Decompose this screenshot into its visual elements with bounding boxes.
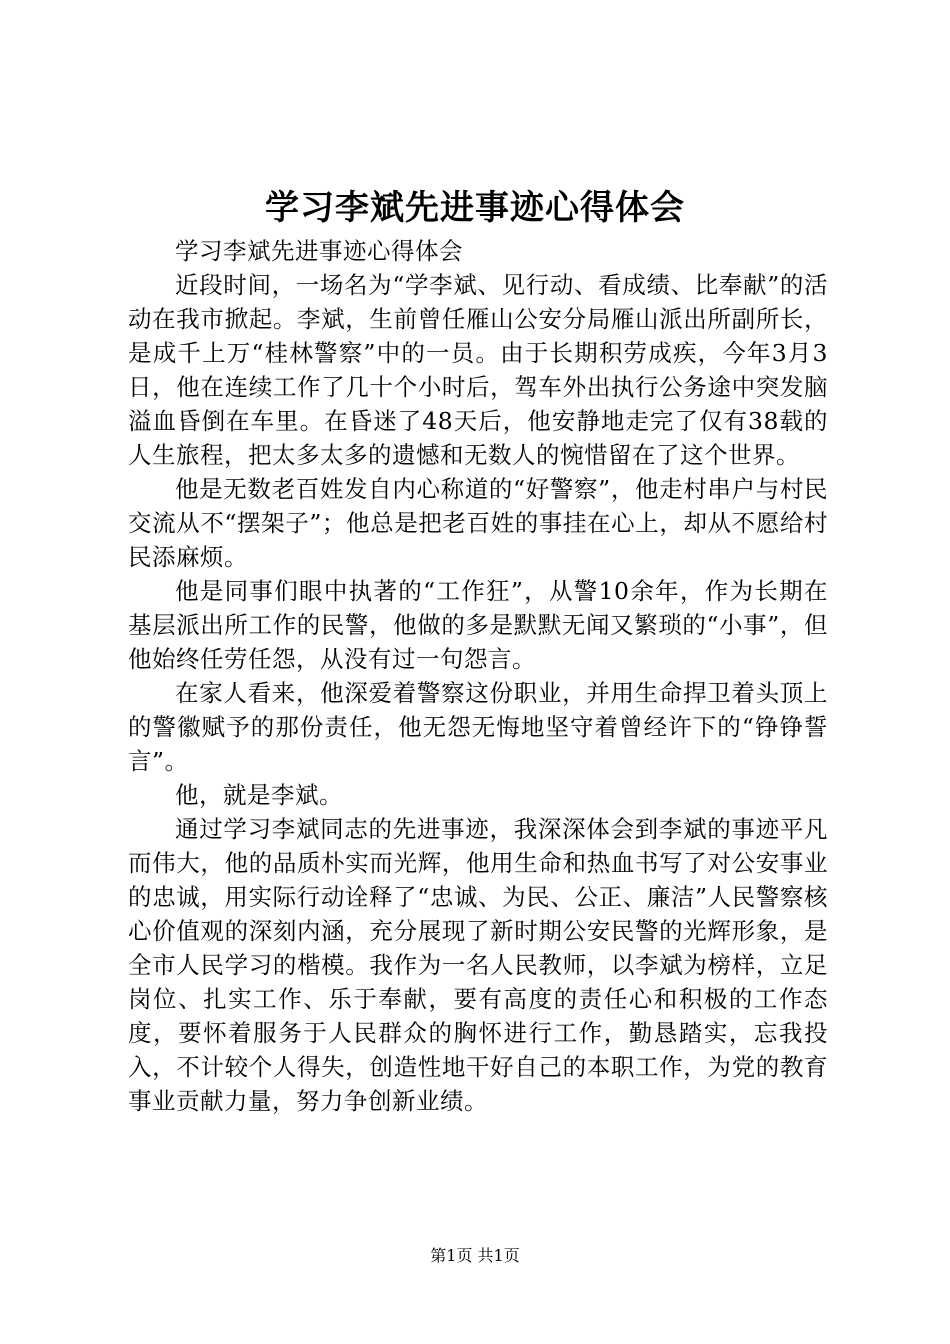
paragraph: 他是同事们眼中执著的“工作狂”，从警10余年，作为长期在基层派出所工作的民警，他做的多是默默无闻又繁琐的“小事”，但他始终任劳任怨，从没有过一句怨言。 xyxy=(128,577,828,673)
paragraph: 他，就是李斌。 xyxy=(175,781,343,809)
page-number-footer: 第1页 共1页 xyxy=(430,1246,520,1265)
paragraph: 他是无数老百姓发自内心称道的“好警察”，他走村串户与村民交流从不“摆架子”；他总是把老百姓的事挂在心上，却从不愿给村民添麻烦。 xyxy=(128,475,828,571)
paragraph: 通过学习李斌同志的先进事迹，我深深体会到李斌的事迹平凡而伟大，他的品质朴实而光辉，他用生命和热血书写了对公安事业的忠诚，用实际行动诠释了“忠诚、为民、公正、廉洁”人民警察核心价值观的深刻内涵，充分展现了新时期公安民警的光辉形象，是全市人民学习的楷模。我作为一名人民教师，以李斌为榜样，立足岗位、扎实工作、乐于奉献，要有高度的责任心和积极的工作态度，要怀着服务于人民群众的胸怀进行工作，勤恳踏实，忘我投入，不计较个人得失，创造性地干好自己的本职工作，为党的教育事业贡献力量，努力争创新业绩。 xyxy=(128,815,828,1115)
document-title: 学习李斌先进事迹心得体会 xyxy=(265,188,685,228)
paragraph-subtitle: 学习李斌先进事迹心得体会 xyxy=(175,237,463,265)
paragraph: 近段时间，一场名为“学李斌、见行动、看成绩、比奉献”的活动在我市掀起。李斌，生前曾任雁山公安分局雁山派出所副所长，是成千上万“桂林警察”中的一员。由于长期积劳成疾，今年3月3日，他在连续工作了几十个小时后，驾车外出执行公务途中突发脑溢血昏倒在车里。在昏迷了48天后，他安静地走完了仅有38载的人生旅程，把太多太多的遗憾和无数人的惋惜留在了这个世界。 xyxy=(128,271,828,469)
document-body xyxy=(128,234,828,1118)
paragraph: 在家人看来，他深爱着警察这份职业，并用生命捍卫着头顶上的警徽赋予的那份责任，他无怨无悔地坚守着曾经许下的“铮铮誓言”。 xyxy=(128,679,828,775)
